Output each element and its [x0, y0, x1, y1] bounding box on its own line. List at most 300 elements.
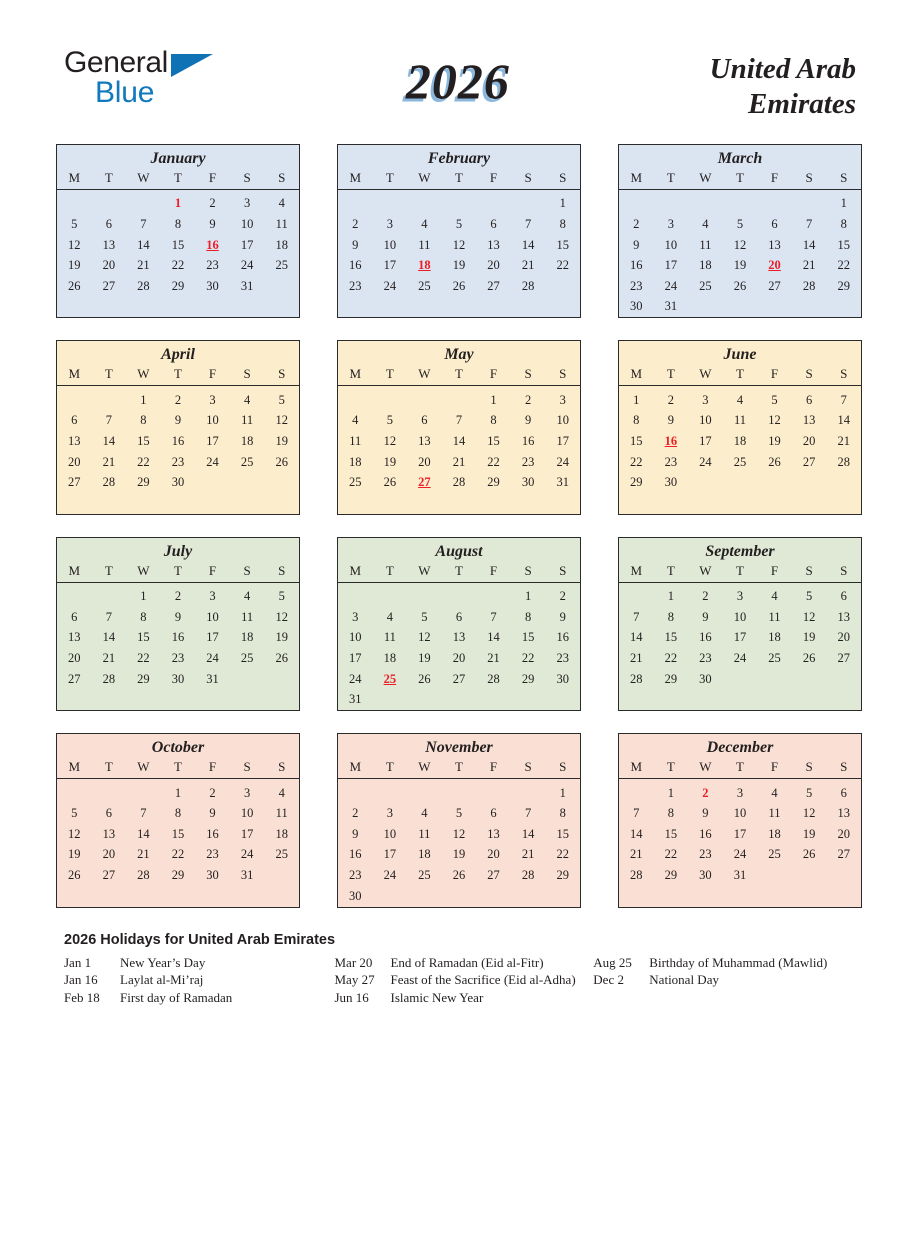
day-cell[interactable]: 13 — [837, 609, 850, 624]
day-cell[interactable]: 8 — [140, 413, 147, 428]
day-cell[interactable]: 14 — [102, 433, 116, 448]
day-cell[interactable]: 30 — [556, 671, 569, 686]
day-cell[interactable]: 28 — [137, 278, 150, 293]
day-cell[interactable]: 7 — [140, 216, 147, 231]
day-cell[interactable]: 7 — [140, 806, 147, 821]
day-cell[interactable]: 31 — [206, 671, 219, 686]
day-cell[interactable]: 14 — [137, 826, 150, 841]
day-cell[interactable]: 3 — [386, 216, 393, 231]
day-cell[interactable]: 27 — [102, 278, 116, 293]
day-cell[interactable]: 18 — [275, 237, 288, 252]
day-cell[interactable]: 22 — [487, 454, 500, 469]
day-cell[interactable]: 23 — [699, 847, 712, 862]
day-cell[interactable]: 15 — [837, 237, 850, 252]
day-cell[interactable]: 17 — [383, 847, 397, 862]
day-cell[interactable]: 22 — [664, 651, 678, 665]
day-cell[interactable]: 24 — [699, 454, 712, 469]
day-cell[interactable]: 17 — [556, 433, 569, 448]
day-cell[interactable]: 14 — [521, 826, 535, 841]
day-cell[interactable]: 29 — [664, 868, 678, 883]
day-cell[interactable]: 15 — [521, 630, 535, 645]
day-cell[interactable]: 7 — [633, 806, 640, 821]
day-cell[interactable]: 12 — [68, 826, 81, 841]
day-cell[interactable]: 5 — [278, 392, 285, 407]
day-cell[interactable]: 28 — [102, 475, 116, 490]
day-cell[interactable]: 5 — [805, 785, 813, 800]
day-cell[interactable]: 16 — [349, 847, 362, 862]
day-cell[interactable]: 24 — [664, 278, 678, 293]
day-cell[interactable]: 9 — [667, 413, 674, 428]
day-cell-holiday[interactable] — [195, 235, 230, 256]
day-cell[interactable]: 2 — [524, 392, 532, 407]
day-cell[interactable]: 21 — [837, 433, 850, 448]
day-cell[interactable]: 11 — [241, 413, 254, 428]
day-cell[interactable]: 6 — [105, 216, 112, 231]
day-cell[interactable]: 26 — [68, 868, 81, 883]
day-cell[interactable]: 10 — [349, 630, 362, 645]
day-cell[interactable]: 8 — [667, 806, 674, 821]
day-cell[interactable]: 30 — [206, 868, 219, 883]
day-cell[interactable]: 16 — [521, 433, 535, 448]
day-cell[interactable]: 9 — [174, 413, 182, 428]
day-cell[interactable]: 25 — [733, 454, 747, 469]
day-cell[interactable]: 31 — [556, 475, 569, 490]
day-cell[interactable]: 18 — [768, 826, 781, 841]
day-cell[interactable]: 14 — [802, 237, 816, 252]
day-cell[interactable]: 1 — [174, 785, 182, 800]
day-cell[interactable]: 12 — [383, 433, 397, 448]
day-cell[interactable]: 7 — [633, 609, 640, 624]
day-cell[interactable]: 30 — [206, 278, 219, 293]
day-cell[interactable]: 18 — [768, 630, 781, 645]
day-cell[interactable]: 12 — [802, 806, 816, 821]
day-cell[interactable]: 17 — [733, 630, 747, 645]
day-cell[interactable]: 15 — [137, 433, 150, 448]
day-cell[interactable]: 23 — [206, 258, 219, 273]
day-cell[interactable]: 9 — [352, 237, 359, 252]
day-cell[interactable]: 17 — [664, 258, 678, 273]
day-cell[interactable]: 7 — [105, 609, 112, 624]
day-cell[interactable]: 26 — [275, 454, 288, 469]
day-cell[interactable]: 3 — [559, 392, 566, 407]
day-cell[interactable]: 21 — [102, 454, 116, 469]
day-cell[interactable]: 16 — [171, 630, 185, 645]
day-cell[interactable]: 9 — [702, 609, 709, 624]
day-cell[interactable]: 29 — [837, 278, 850, 293]
day-cell[interactable]: 24 — [383, 278, 397, 293]
day-cell[interactable]: 6 — [455, 609, 463, 624]
day-cell[interactable]: 18 — [240, 433, 254, 448]
day-cell[interactable]: 23 — [171, 651, 185, 665]
day-cell[interactable]: 30 — [349, 888, 362, 903]
day-cell[interactable]: 27 — [68, 475, 81, 490]
day-cell[interactable]: 31 — [664, 299, 678, 314]
day-cell[interactable]: 6 — [71, 609, 78, 624]
day-cell[interactable]: 8 — [490, 413, 497, 428]
day-cell[interactable]: 5 — [71, 216, 78, 231]
day-cell[interactable]: 11 — [241, 609, 254, 624]
day-cell[interactable]: 22 — [837, 258, 850, 273]
day-cell[interactable]: 3 — [243, 196, 251, 211]
day-cell[interactable]: 26 — [452, 278, 466, 293]
day-cell[interactable]: 15 — [556, 826, 569, 841]
day-cell[interactable]: 25 — [699, 278, 712, 293]
day-cell[interactable]: 3 — [736, 589, 744, 604]
day-cell[interactable]: 29 — [556, 868, 569, 883]
day-cell[interactable]: 9 — [209, 216, 216, 231]
day-cell[interactable]: 1 — [667, 589, 674, 604]
day-cell[interactable]: 8 — [524, 609, 532, 624]
day-cell[interactable]: 25 — [240, 651, 254, 665]
day-cell[interactable]: 10 — [240, 806, 254, 821]
day-cell[interactable]: 23 — [699, 651, 712, 665]
day-cell[interactable]: 8 — [559, 216, 566, 231]
day-cell[interactable]: 19 — [452, 847, 466, 862]
day-cell[interactable]: 20 — [102, 258, 116, 273]
day-cell[interactable]: 23 — [630, 278, 643, 293]
day-cell[interactable]: 27 — [802, 454, 816, 469]
day-cell[interactable]: 5 — [805, 589, 813, 604]
day-cell[interactable]: 20 — [837, 630, 850, 645]
day-cell[interactable]: 19 — [275, 433, 288, 448]
day-cell[interactable]: 13 — [68, 433, 81, 448]
day-cell[interactable]: 17 — [240, 237, 254, 252]
day-cell[interactable]: 18 — [349, 454, 362, 469]
day-cell[interactable]: 4 — [278, 196, 285, 211]
day-cell[interactable]: 14 — [630, 826, 643, 841]
day-cell[interactable]: 17 — [206, 433, 219, 448]
day-cell[interactable]: 4 — [386, 609, 393, 624]
day-cell[interactable]: 4 — [421, 216, 428, 231]
day-cell[interactable]: 20 — [487, 258, 500, 273]
day-cell[interactable]: 4 — [421, 806, 428, 821]
day-cell[interactable]: 14 — [630, 630, 643, 645]
day-cell[interactable]: 25 — [275, 258, 288, 273]
day-cell[interactable]: 16 — [699, 826, 712, 841]
day-cell[interactable]: 11 — [733, 413, 746, 428]
day-cell[interactable]: 30 — [521, 475, 535, 490]
day-cell[interactable]: 20 — [452, 651, 466, 665]
day-cell[interactable]: 14 — [102, 630, 116, 645]
day-cell[interactable]: 17 — [699, 433, 712, 448]
day-cell[interactable]: 12 — [733, 237, 747, 252]
day-cell[interactable]: 24 — [556, 454, 569, 469]
day-cell[interactable]: 11 — [768, 806, 781, 821]
day-cell[interactable]: 4 — [243, 392, 251, 407]
day-cell[interactable]: 5 — [386, 413, 393, 428]
day-cell[interactable]: 29 — [171, 278, 185, 293]
day-cell[interactable]: 17 — [240, 826, 254, 841]
day-cell[interactable]: 26 — [452, 868, 466, 883]
day-cell[interactable]: 5 — [421, 609, 428, 624]
day-cell[interactable]: 7 — [524, 216, 532, 231]
day-cell[interactable]: 19 — [802, 826, 816, 841]
day-cell[interactable]: 21 — [137, 847, 150, 862]
day-cell[interactable]: 15 — [487, 433, 500, 448]
day-cell[interactable]: 26 — [68, 278, 81, 293]
day-cell[interactable]: 14 — [521, 237, 535, 252]
day-cell[interactable]: 22 — [171, 258, 185, 273]
day-cell[interactable]: 23 — [664, 454, 678, 469]
day-cell[interactable]: 8 — [559, 806, 566, 821]
day-cell[interactable]: 21 — [137, 258, 150, 273]
day-cell[interactable]: 29 — [487, 475, 500, 490]
day-cell[interactable]: 6 — [490, 806, 497, 821]
day-cell[interactable]: 8 — [840, 216, 847, 231]
day-cell[interactable]: 8 — [140, 609, 147, 624]
day-cell[interactable]: 2 — [702, 589, 709, 604]
day-cell[interactable]: 19 — [383, 454, 397, 469]
day-cell[interactable]: 5 — [771, 392, 778, 407]
day-cell[interactable]: 29 — [630, 475, 643, 490]
day-cell[interactable]: 3 — [209, 392, 216, 407]
day-cell[interactable]: 19 — [68, 847, 81, 862]
day-cell[interactable]: 17 — [206, 630, 219, 645]
day-cell[interactable]: 11 — [418, 237, 431, 252]
day-cell[interactable]: 10 — [206, 609, 219, 624]
day-cell[interactable]: 14 — [452, 433, 466, 448]
day-cell[interactable]: 4 — [243, 589, 251, 604]
day-cell[interactable]: 2 — [667, 392, 674, 407]
day-cell[interactable]: 24 — [240, 847, 254, 862]
day-cell[interactable]: 16 — [699, 630, 712, 645]
day-cell[interactable]: 24 — [383, 868, 397, 883]
day-cell[interactable]: 14 — [837, 413, 850, 428]
day-cell[interactable]: 3 — [352, 609, 359, 624]
day-cell[interactable]: 28 — [837, 454, 850, 469]
day-cell[interactable]: 10 — [240, 216, 254, 231]
day-cell[interactable]: 4 — [736, 392, 744, 407]
day-cell[interactable]: 26 — [802, 651, 816, 665]
day-cell[interactable]: 1 — [633, 392, 640, 407]
day-cell[interactable]: 30 — [630, 299, 643, 314]
day-cell[interactable]: 1 — [140, 392, 147, 407]
day-cell[interactable]: 31 — [240, 868, 254, 883]
day-cell[interactable]: 6 — [840, 785, 847, 800]
day-cell[interactable]: 6 — [71, 413, 78, 428]
day-cell[interactable]: 13 — [102, 237, 116, 252]
day-cell[interactable]: 2 — [209, 196, 216, 211]
day-cell[interactable]: 26 — [768, 454, 781, 469]
day-cell[interactable]: 15 — [137, 630, 150, 645]
day-cell-holiday[interactable] — [757, 256, 792, 277]
day-cell[interactable]: 2 — [209, 785, 216, 800]
day-cell[interactable]: 26 — [275, 651, 288, 665]
day-cell[interactable]: 19 — [802, 630, 816, 645]
day-cell[interactable]: 8 — [667, 609, 674, 624]
day-cell[interactable]: 6 — [771, 216, 778, 231]
day-cell[interactable]: 16 — [206, 826, 219, 841]
day-cell-holiday[interactable] — [688, 779, 723, 804]
day-cell[interactable]: 12 — [68, 237, 81, 252]
day-cell[interactable]: 3 — [209, 589, 216, 604]
day-cell[interactable]: 21 — [452, 454, 466, 469]
day-cell[interactable]: 19 — [768, 433, 781, 448]
day-cell[interactable]: 7 — [524, 806, 532, 821]
day-cell[interactable]: 10 — [556, 413, 569, 428]
day-cell[interactable]: 13 — [487, 826, 500, 841]
day-cell[interactable]: 11 — [275, 806, 288, 821]
day-cell[interactable]: 13 — [837, 806, 850, 821]
day-cell[interactable]: 25 — [240, 454, 254, 469]
day-cell[interactable]: 22 — [556, 258, 569, 273]
day-cell[interactable]: 4 — [702, 216, 709, 231]
day-cell[interactable]: 10 — [383, 237, 397, 252]
day-cell[interactable]: 9 — [524, 413, 532, 428]
day-cell[interactable]: 7 — [455, 413, 463, 428]
day-cell[interactable]: 24 — [206, 454, 219, 469]
day-cell[interactable]: 10 — [699, 413, 712, 428]
day-cell[interactable]: 12 — [452, 826, 466, 841]
day-cell[interactable]: 23 — [206, 847, 219, 862]
day-cell[interactable]: 29 — [171, 868, 185, 883]
day-cell[interactable]: 10 — [733, 806, 747, 821]
day-cell[interactable]: 21 — [521, 258, 535, 273]
day-cell[interactable]: 31 — [733, 868, 747, 883]
day-cell[interactable]: 28 — [137, 868, 150, 883]
day-cell[interactable]: 24 — [733, 651, 747, 665]
day-cell-holiday[interactable] — [373, 669, 408, 690]
day-cell[interactable]: 25 — [275, 847, 288, 862]
day-cell[interactable]: 2 — [174, 392, 182, 407]
day-cell[interactable]: 3 — [667, 216, 674, 231]
day-cell[interactable]: 11 — [699, 237, 712, 252]
day-cell[interactable]: 16 — [171, 433, 185, 448]
day-cell[interactable]: 18 — [383, 651, 397, 665]
day-cell[interactable]: 1 — [840, 196, 847, 211]
day-cell[interactable]: 13 — [452, 630, 466, 645]
day-cell[interactable]: 24 — [733, 847, 747, 862]
day-cell[interactable]: 7 — [840, 392, 847, 407]
day-cell[interactable]: 9 — [209, 806, 216, 821]
day-cell[interactable]: 21 — [521, 847, 535, 862]
day-cell[interactable]: 11 — [768, 609, 781, 624]
day-cell[interactable]: 2 — [559, 589, 566, 604]
day-cell[interactable]: 14 — [487, 630, 500, 645]
day-cell[interactable]: 24 — [206, 651, 219, 665]
day-cell[interactable]: 21 — [802, 258, 816, 273]
day-cell[interactable]: 25 — [349, 475, 362, 490]
day-cell[interactable]: 10 — [733, 609, 747, 624]
day-cell[interactable]: 22 — [137, 651, 150, 665]
day-cell[interactable]: 14 — [137, 237, 150, 252]
day-cell[interactable]: 15 — [556, 237, 569, 252]
day-cell[interactable]: 2 — [352, 806, 359, 821]
day-cell[interactable]: 28 — [521, 278, 535, 293]
day-cell[interactable]: 11 — [275, 216, 288, 231]
day-cell[interactable]: 30 — [699, 868, 712, 883]
day-cell[interactable]: 27 — [68, 671, 81, 686]
day-cell[interactable]: 9 — [559, 609, 566, 624]
day-cell[interactable]: 2 — [174, 589, 182, 604]
day-cell[interactable]: 22 — [664, 847, 678, 862]
day-cell[interactable]: 23 — [556, 651, 569, 665]
day-cell-holiday[interactable] — [161, 189, 196, 214]
day-cell[interactable]: 7 — [490, 609, 497, 624]
day-cell[interactable]: 16 — [349, 258, 362, 273]
day-cell[interactable]: 28 — [802, 278, 816, 293]
day-cell[interactable]: 26 — [418, 671, 431, 686]
day-cell[interactable]: 13 — [102, 826, 116, 841]
day-cell[interactable]: 18 — [240, 630, 254, 645]
day-cell[interactable]: 15 — [664, 630, 678, 645]
day-cell[interactable]: 20 — [102, 847, 116, 862]
day-cell[interactable]: 21 — [102, 651, 116, 665]
day-cell[interactable]: 8 — [174, 216, 182, 231]
day-cell[interactable]: 20 — [837, 826, 850, 841]
day-cell[interactable]: 1 — [559, 196, 566, 211]
day-cell[interactable]: 6 — [105, 806, 112, 821]
day-cell[interactable]: 16 — [630, 258, 643, 273]
day-cell[interactable]: 26 — [802, 847, 816, 862]
day-cell[interactable]: 30 — [171, 671, 185, 686]
day-cell[interactable]: 15 — [630, 433, 643, 448]
day-cell[interactable]: 20 — [68, 651, 81, 665]
day-cell[interactable]: 23 — [349, 278, 362, 293]
day-cell[interactable]: 27 — [768, 278, 781, 293]
day-cell[interactable]: 10 — [664, 237, 678, 252]
day-cell[interactable]: 29 — [137, 475, 150, 490]
day-cell[interactable]: 6 — [840, 589, 847, 604]
day-cell[interactable]: 9 — [174, 609, 182, 624]
day-cell[interactable]: 23 — [349, 868, 362, 883]
day-cell[interactable]: 2 — [352, 216, 359, 231]
day-cell[interactable]: 25 — [418, 868, 431, 883]
day-cell[interactable]: 9 — [633, 237, 640, 252]
day-cell[interactable]: 28 — [521, 868, 535, 883]
day-cell[interactable]: 29 — [137, 671, 150, 686]
day-cell[interactable]: 5 — [278, 589, 285, 604]
day-cell[interactable]: 17 — [349, 651, 362, 665]
day-cell[interactable]: 6 — [421, 413, 428, 428]
day-cell[interactable]: 27 — [837, 847, 850, 862]
day-cell[interactable]: 5 — [736, 216, 744, 231]
day-cell[interactable]: 21 — [630, 651, 643, 665]
day-cell[interactable]: 30 — [171, 475, 185, 490]
day-cell[interactable]: 12 — [275, 609, 288, 624]
day-cell[interactable]: 13 — [487, 237, 500, 252]
day-cell[interactable]: 6 — [805, 392, 813, 407]
day-cell[interactable]: 25 — [418, 278, 431, 293]
day-cell[interactable]: 19 — [275, 630, 288, 645]
day-cell[interactable]: 11 — [349, 433, 362, 448]
day-cell[interactable]: 28 — [630, 868, 643, 883]
day-cell[interactable]: 13 — [768, 237, 781, 252]
day-cell[interactable]: 28 — [630, 671, 643, 686]
day-cell[interactable]: 20 — [68, 454, 81, 469]
day-cell[interactable]: 15 — [171, 826, 185, 841]
day-cell[interactable]: 20 — [487, 847, 500, 862]
day-cell[interactable]: 1 — [524, 589, 532, 604]
day-cell[interactable]: 21 — [630, 847, 643, 862]
day-cell[interactable]: 13 — [802, 413, 816, 428]
day-cell[interactable]: 4 — [278, 785, 285, 800]
day-cell[interactable]: 27 — [487, 868, 500, 883]
day-cell[interactable]: 5 — [455, 216, 463, 231]
day-cell[interactable]: 4 — [771, 589, 778, 604]
day-cell[interactable]: 26 — [733, 278, 747, 293]
day-cell[interactable]: 10 — [206, 413, 219, 428]
day-cell[interactable]: 1 — [490, 392, 497, 407]
day-cell[interactable]: 21 — [487, 651, 500, 665]
day-cell[interactable]: 12 — [418, 630, 431, 645]
day-cell[interactable]: 8 — [174, 806, 182, 821]
day-cell[interactable]: 9 — [702, 806, 709, 821]
day-cell[interactable]: 31 — [349, 692, 362, 707]
day-cell[interactable]: 28 — [487, 671, 500, 686]
day-cell[interactable]: 18 — [733, 433, 747, 448]
day-cell[interactable]: 19 — [68, 258, 81, 273]
